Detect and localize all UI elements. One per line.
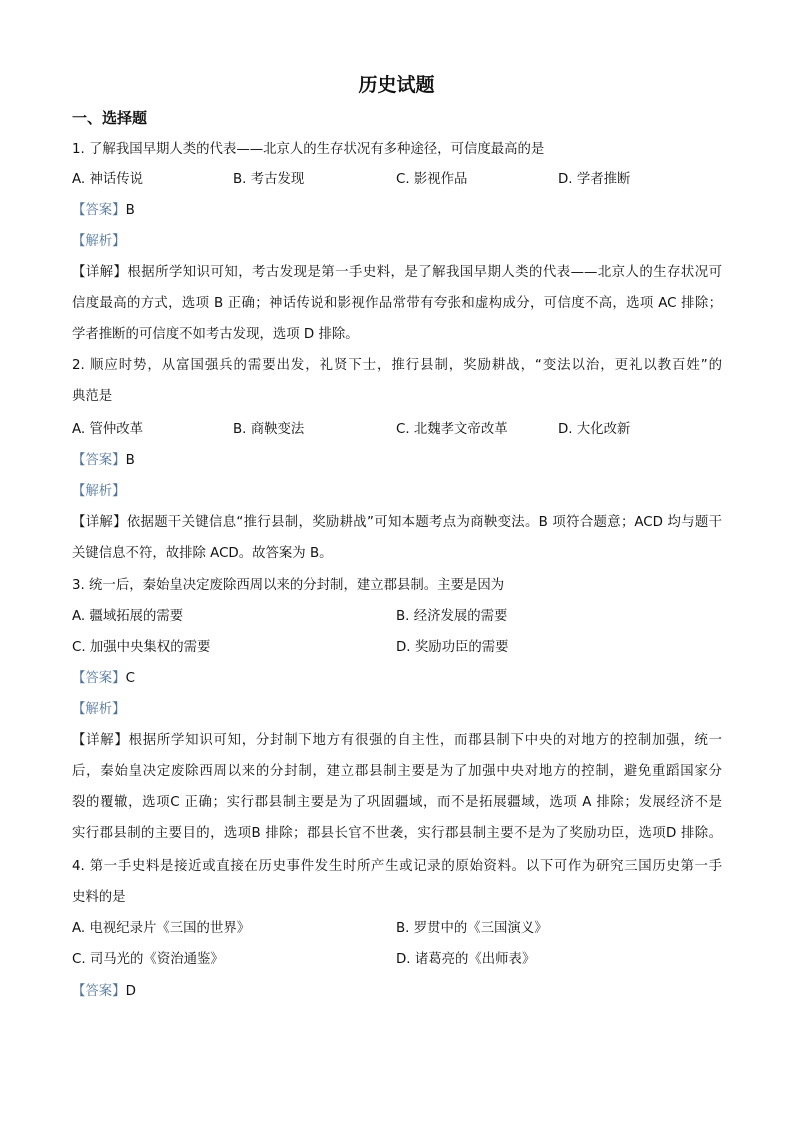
q4-option-b: B. 罗贯中的《三国演义》 bbox=[396, 921, 548, 936]
detail-text: 根据所学知识可知，分封制下地方有很强的自主性，而郡县制下中央的对地方的控制加强，统一 bbox=[128, 733, 723, 748]
q4-option-a: A. 电视纪录片《三国的世界》 bbox=[72, 921, 251, 936]
q1-answer bbox=[72, 201, 722, 221]
detail-label: 【详解】 bbox=[72, 265, 128, 280]
answer-label: 【答案】 bbox=[72, 671, 126, 686]
q2-detail-line bbox=[72, 513, 722, 533]
q3-answer bbox=[72, 669, 722, 689]
question-2-stem-cont: 典范是 bbox=[72, 389, 113, 404]
answer-value: D bbox=[125, 984, 136, 999]
answer-value: C bbox=[125, 671, 135, 686]
q4-answer bbox=[72, 982, 722, 1002]
answer-label: 【答案】 bbox=[72, 984, 126, 999]
q4-option-c: C. 司马光的《资治通鉴》 bbox=[72, 952, 224, 967]
q2-option-b: B. 商鞅变法 bbox=[233, 422, 305, 437]
answer-label: 【答案】 bbox=[72, 453, 126, 468]
q1-detail-line: 学者推断的可信度不如考古发现，选项 D 排除。 bbox=[72, 327, 359, 342]
q3-detail-line: 后，秦始皇决定废除西周以来的分封制，建立郡县制主要是为了加强中央对地方的控制，避免重蹈国家分 bbox=[72, 764, 722, 779]
q1-option-a: A. 神话传说 bbox=[72, 172, 143, 187]
question-2-stem: 2. 顺应时势，从富国强兵的需要出发，礼贤下士，推行县制，奖励耕战，“变法以治，更礼以教百姓”的 bbox=[72, 358, 722, 373]
question-4-stem: 4. 第一手史料是接近或直接在历史事件发生时所产生或记录的原始资料。以下可作为研究三国历史第一手 bbox=[72, 859, 722, 874]
q2-option-c: C. 北魏孝文帝改革 bbox=[396, 422, 508, 437]
answer-label: 【答案】 bbox=[72, 203, 126, 218]
q2-option-a: A. 管仲改革 bbox=[72, 422, 143, 437]
question-1-stem: 1. 了解我国早期人类的代表——北京人的生存状况有多种途径，可信度最高的是 bbox=[72, 142, 545, 157]
q3-detail-line bbox=[72, 731, 722, 751]
q2-detail-line: 关键信息不符，故排除 ACD。故答案为 B。 bbox=[72, 546, 333, 561]
q1-analysis-label: 【解析】 bbox=[72, 234, 126, 249]
q1-detail-line bbox=[72, 263, 722, 283]
q3-detail-line: 实行郡县制的主要目的，选项B 排除；郡县长官不世袭，实行郡县制主要不是为了奖励功臣，选项D 排除。 bbox=[72, 826, 722, 841]
section-heading: 一、选择题 bbox=[72, 109, 148, 127]
q3-option-d: D. 奖励功臣的需要 bbox=[396, 640, 509, 655]
q3-detail-line: 裂的覆辙，选项C 正确；实行郡县制主要是为了巩固疆域，而不是拓展疆域，选项 A 排除；发展经济不是 bbox=[72, 795, 722, 810]
q2-answer bbox=[72, 451, 722, 471]
q1-detail-line: 信度最高的方式，选项 B 正确；神话传说和影视作品常带有夸张和虚构成分，可信度不高，选项 AC 排除； bbox=[72, 296, 722, 311]
q1-option-b: B. 考古发现 bbox=[233, 172, 305, 187]
q3-option-a: A. 疆域拓展的需要 bbox=[72, 609, 184, 624]
detail-text: 根据所学知识可知，考古发现是第一手史料，是了解我国早期人类的代表——北京人的生存状况可 bbox=[127, 265, 723, 280]
page-title: 历史试题 bbox=[358, 74, 435, 96]
q3-analysis-label: 【解析】 bbox=[72, 702, 126, 717]
q3-option-c: C. 加强中央集权的需要 bbox=[72, 640, 211, 655]
answer-value: B bbox=[125, 203, 135, 218]
detail-text: 依据题干关键信息“推行县制，奖励耕战”可知本题考点为商鞅变法。B 项符合题意；ACD 均与题干 bbox=[126, 515, 722, 530]
q2-option-d: D. 大化改新 bbox=[558, 422, 631, 437]
q3-option-b: B. 经济发展的需要 bbox=[396, 609, 508, 624]
question-4-stem-cont: 史料的是 bbox=[72, 890, 126, 905]
answer-value: B bbox=[125, 453, 135, 468]
question-3-stem: 3. 统一后，秦始皇决定废除西周以来的分封制，建立郡县制。主要是因为 bbox=[72, 578, 505, 593]
detail-label: 【详解】 bbox=[72, 515, 127, 530]
q1-option-d: D. 学者推断 bbox=[558, 172, 631, 187]
q2-analysis-label: 【解析】 bbox=[72, 484, 126, 499]
q1-option-c: C. 影视作品 bbox=[396, 172, 468, 187]
q4-option-d: D. 诸葛亮的《出师表》 bbox=[396, 952, 536, 967]
detail-label: 【详解】 bbox=[72, 733, 129, 748]
